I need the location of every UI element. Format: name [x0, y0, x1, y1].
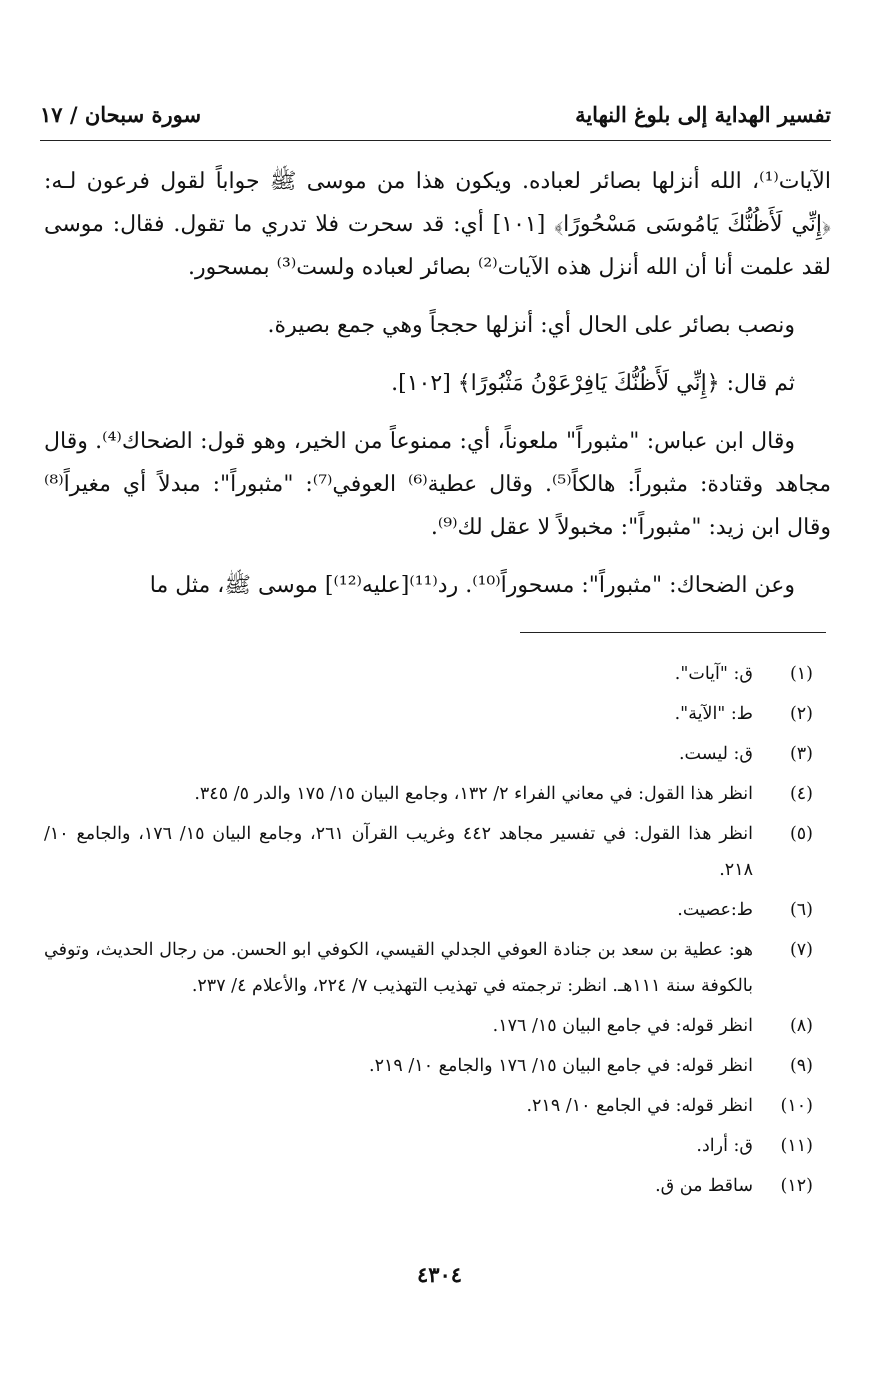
- footnote: [44, 1128, 813, 1164]
- main-text: [44, 160, 831, 622]
- footnote-number: (١٠): [780, 1096, 813, 1116]
- footnote-text: انظر قوله: في جامع البيان ١٥/ ١٧٦ والجامع ١٠/ ٢١٩.: [369, 1056, 753, 1076]
- footnote-text: ساقط من ق.: [655, 1176, 753, 1196]
- footnote-number: (٧): [789, 940, 813, 960]
- footnote: [44, 736, 813, 772]
- running-header: [40, 102, 831, 127]
- paragraph-2: ونصب بصائر على الحال أي: أنزلها حججاً وهي جمع بصيرة.: [267, 313, 795, 338]
- footnote-text: انظر هذا القول: في معاني الفراء ٢/ ١٣٢، وجامع البيان ١٥/ ١٧٥ والدر ٥/ ٣٤٥.: [194, 784, 753, 804]
- surah-page-label: سورة سبحان / ١٧: [40, 102, 202, 127]
- footnotes: [44, 656, 813, 1208]
- footnote-number: (٦): [789, 900, 813, 920]
- footnote-text: انظر هذا القول: في تفسير مجاهد ٤٤٢ وغريب القرآن ٢٦١، وجامع البيان ١٥/ ١٧٦، والجامع ١٠/ ٢١٨.: [44, 824, 753, 880]
- footnote-number: (١١): [780, 1136, 813, 1156]
- footnote-number: (٨): [789, 1016, 813, 1036]
- footnote-number: (١٢): [780, 1176, 813, 1196]
- footnote-text: ق: "آيات".: [674, 664, 753, 684]
- page-number: ٤٣٠٤: [416, 1262, 463, 1287]
- footnote-number: (٤): [789, 784, 813, 804]
- footnote: [44, 892, 813, 928]
- footnote-divider: [520, 632, 826, 633]
- footnote-text: ط:عصيت.: [677, 900, 753, 920]
- footnote: [44, 1048, 813, 1084]
- footnote-text: انظر قوله: في جامع البيان ١٥/ ١٧٦.: [492, 1016, 753, 1036]
- footnote: [44, 1088, 813, 1124]
- paragraph-1: الآيات⁽¹⁾، الله أنزلها بصائر لعباده. ويكون هذا من موسى ﷺ جواباً لقول فرعون لـه: ﴿إِنِّي لَأَظُنُّكَ يَامُوسَى مَسْحُورًا﴾ [١٠١] أي: قد سحرت فلا تدري ما تقول. فقال: موسى لقد علمت أنا أن الله أنزل هذه الآيات⁽²⁾ بصائر لعباده ولست⁽³⁾ بمسحور.: [44, 169, 831, 280]
- footnote: [44, 1008, 813, 1044]
- footnote-text: ط: "الآية".: [674, 704, 753, 724]
- footnote-number: (١): [789, 664, 813, 684]
- footnote: [44, 696, 813, 732]
- footnote: [44, 776, 813, 812]
- paragraph-5: وعن الضحاك: "مثبوراً": مسحوراً⁽¹⁰⁾. رد⁽¹¹⁾[عليه⁽¹²⁾] موسى ﷺ، مثل ما: [149, 573, 795, 598]
- footnote-number: (٩): [789, 1056, 813, 1076]
- footnote-text: ق: ليست.: [678, 744, 753, 764]
- footnote-text: انظر قوله: في الجامع ١٠/ ٢١٩.: [526, 1096, 753, 1116]
- footnote-text: ق: أراد.: [696, 1136, 753, 1156]
- paragraph-3: ثم قال: ﴿إِنِّي لَأَظُنُّكَ يَافِرْعَوْنُ مَثْبُورًا﴾ [١٠٢].: [391, 371, 795, 396]
- header-divider: [40, 140, 831, 141]
- book-title: تفسير الهداية إلى بلوغ النهاية: [575, 102, 831, 127]
- footnote-number: (٣): [789, 744, 813, 764]
- footnote: [44, 1168, 813, 1204]
- footnote: [44, 656, 813, 692]
- footnote: [44, 816, 813, 888]
- paragraph-4: وقال ابن عباس: "مثبوراً" ملعوناً، أي: ممنوعاً من الخير، وهو قول: الضحاك⁽⁴⁾. وقال مجاهد وقتادة: مثبوراً: هالكاً⁽⁵⁾. وقال عطية⁽⁶⁾ العوفي⁽⁷⁾: "مثبوراً": مبدلاً أي مغيراً⁽⁸⁾ وقال ابن زيد: "مثبوراً": مخبولاً لا عقل لك⁽⁹⁾.: [44, 429, 831, 540]
- footnote-number: (٢): [789, 704, 813, 724]
- footnote-text: هو: عطية بن سعد بن جنادة العوفي الجدلي القيسي، الكوفي ابو الحسن. من رجال الحديث، وتوفي بالكوفة سنة ١١١هـ. انظر: ترجمته في تهذيب التهذيب ٧/ ٢٢٤، والأعلام ٤/ ٢٣٧.: [44, 940, 753, 996]
- footnote-number: (٥): [789, 824, 813, 844]
- footnote: [44, 932, 813, 1004]
